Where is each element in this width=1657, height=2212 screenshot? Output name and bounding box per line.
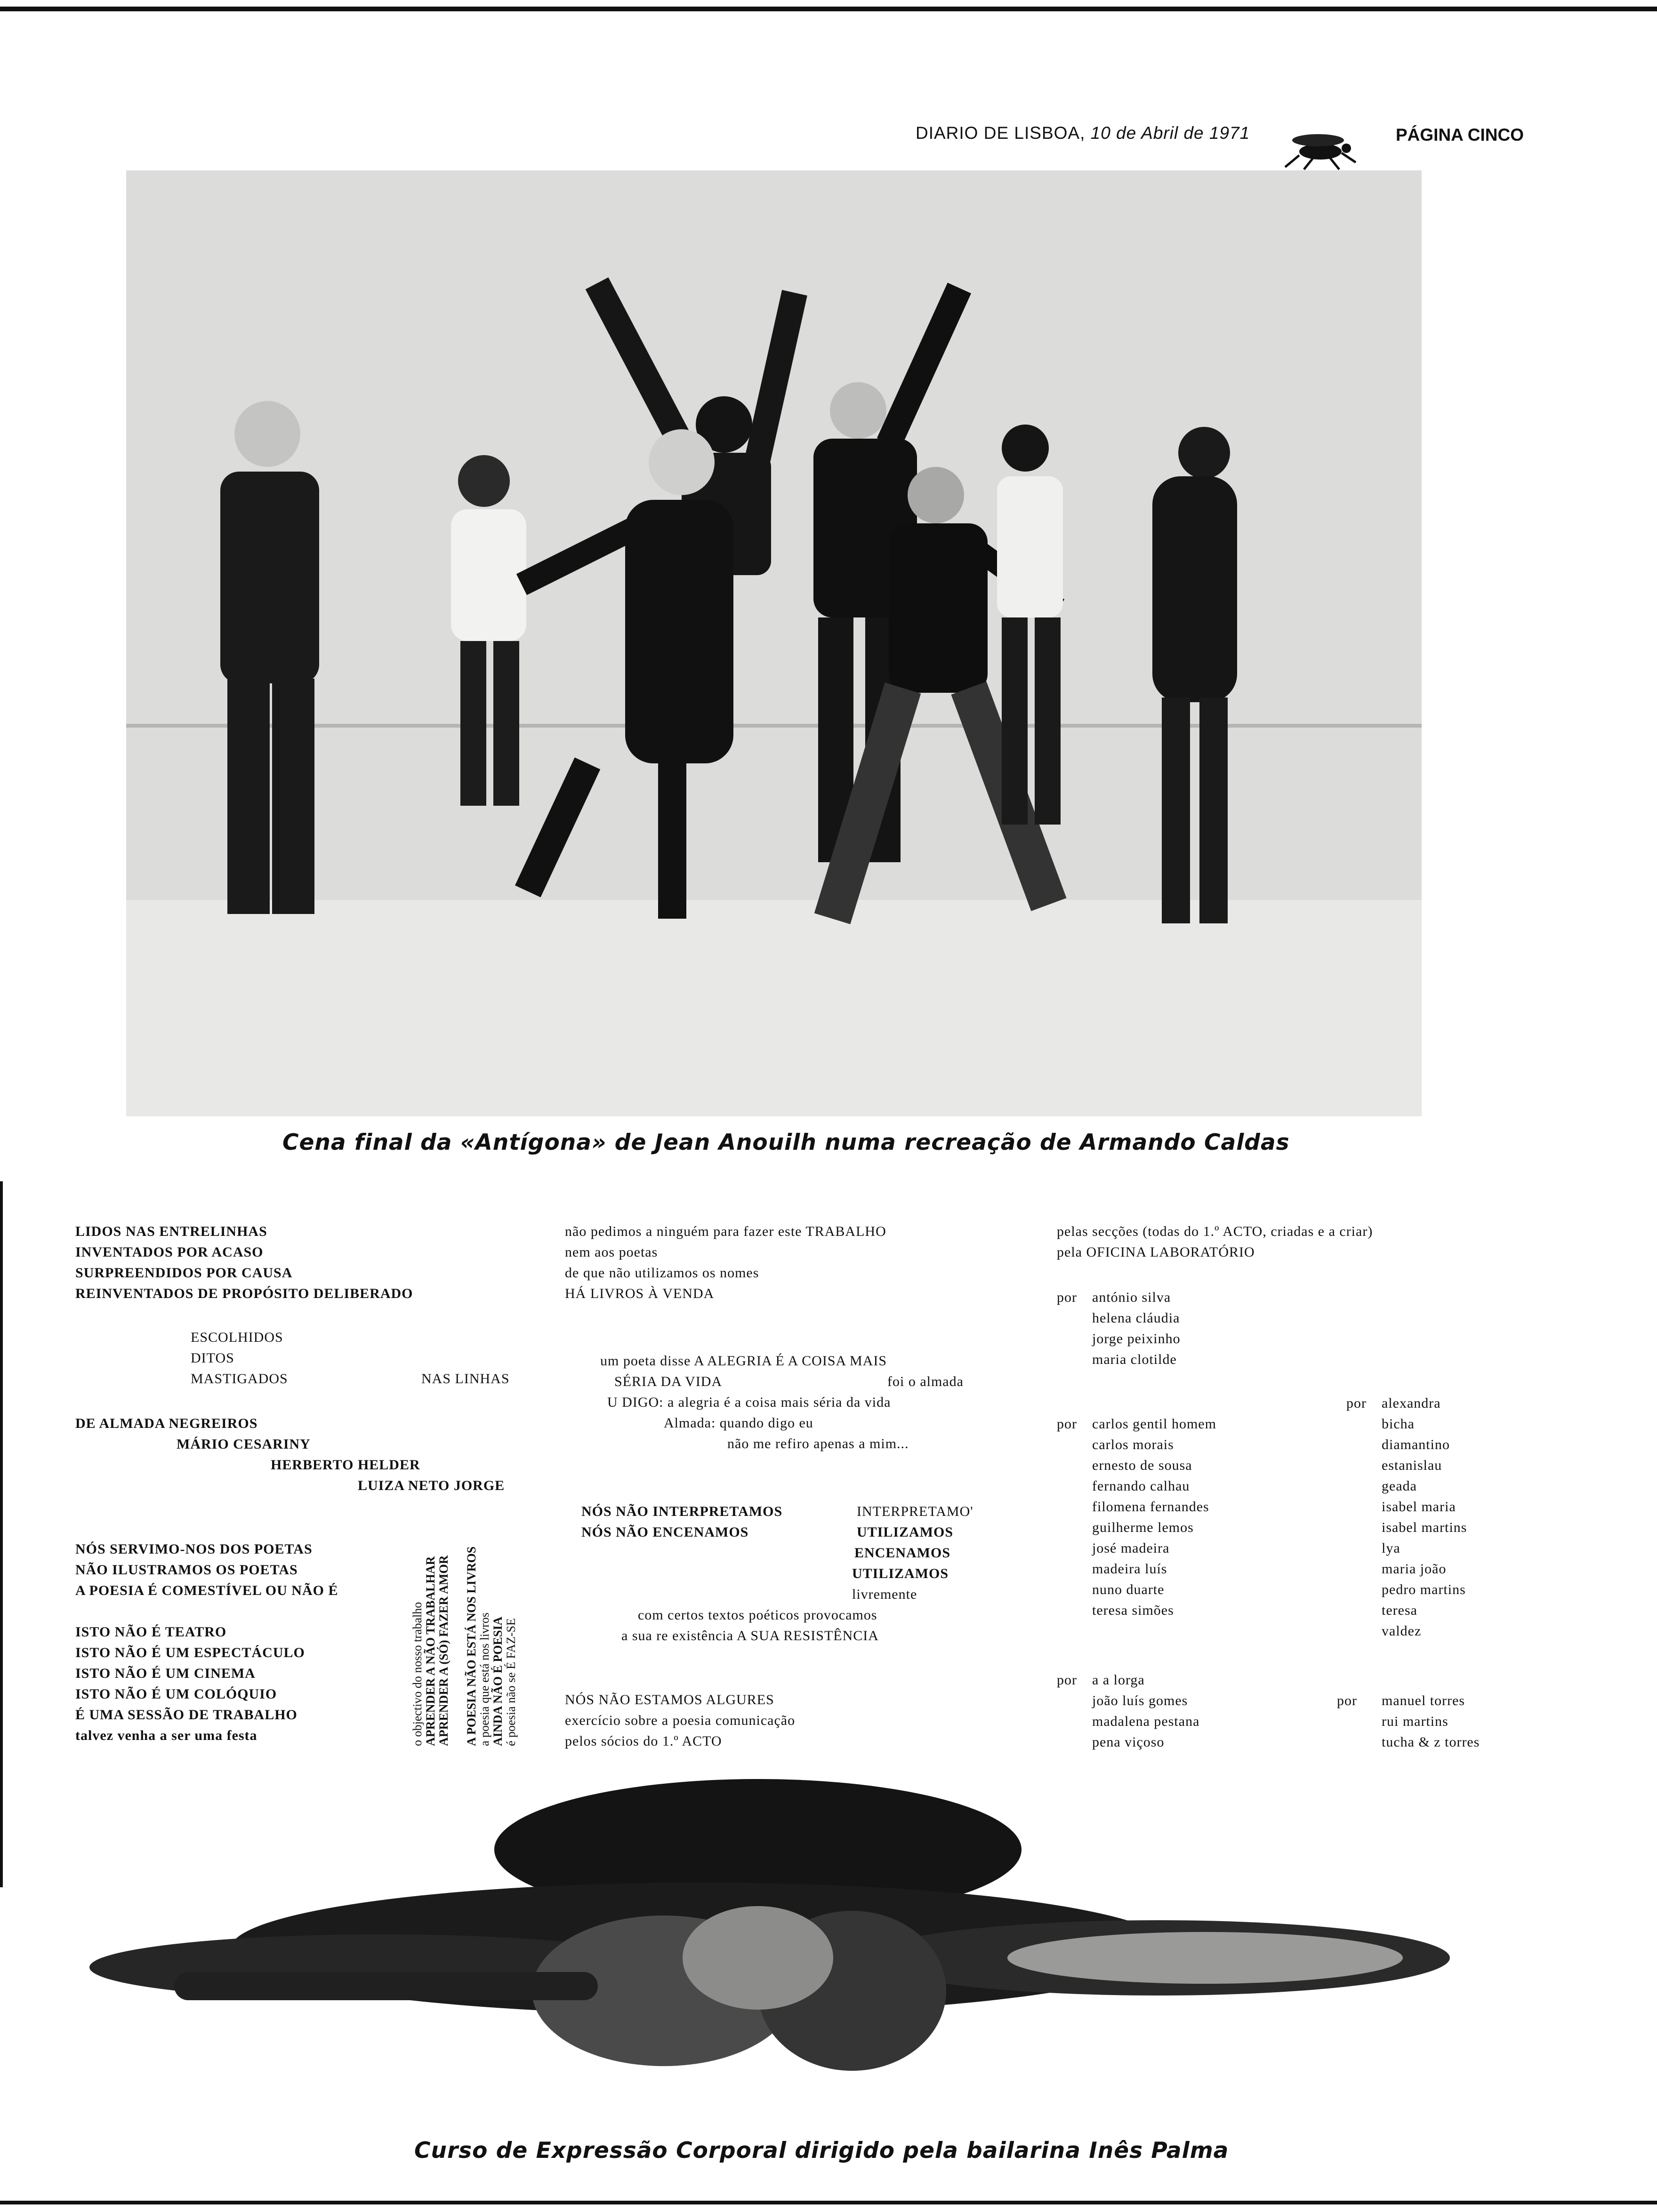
vertical-text-block [405, 1525, 527, 1746]
col2-line: livremente [852, 1587, 917, 1602]
member-name: diamantino [1382, 1437, 1450, 1452]
vertical-line: AINDA NÃO É POESIA [491, 1616, 505, 1746]
col2-line: Almada: quando digo eu [664, 1415, 813, 1431]
member-name: isabel maria [1382, 1499, 1456, 1515]
member-name: filomena fernandes [1092, 1499, 1209, 1515]
member-name: tucha & z torres [1382, 1734, 1480, 1750]
member-name: isabel martins [1382, 1520, 1467, 1535]
author-name: DE ALMADA NEGREIROS [75, 1416, 258, 1431]
member-name: maria clotilde [1092, 1352, 1177, 1367]
vertical-line: o objectivo do nosso trabalho [410, 1602, 424, 1746]
col2-line: NÓS NÃO ESTAMOS ALGURES [565, 1692, 774, 1707]
col2-line: ENCENAMOS [854, 1545, 951, 1561]
col2-line: a sua re existência A SUA RESISTÊNCIA [621, 1628, 879, 1643]
member-name: rui martins [1382, 1714, 1448, 1729]
col1-line: ISTO NÃO É UM ESPECTÁCULO [75, 1645, 305, 1660]
member-name: valdez [1382, 1623, 1422, 1639]
col1-line: ISTO NÃO É UM COLÓQUIO [75, 1686, 277, 1702]
expressao-corporal-photo [52, 1770, 1488, 2132]
col1-line: ISTO NÃO É UM CINEMA [75, 1666, 256, 1681]
member-name: maria joão [1382, 1561, 1447, 1577]
member-name: fernando calhau [1092, 1478, 1190, 1494]
newspaper-name: DIARIO DE LISBOA, [916, 123, 1086, 143]
vertical-line: A POESIA NÃO ESTÁ NOS LIVROS [465, 1546, 478, 1746]
page-number: PÁGINA CINCO [1396, 125, 1524, 144]
col2-line: com certos textos poéticos provocamos [638, 1607, 877, 1623]
author-name: LUIZA NETO JORGE [358, 1478, 505, 1493]
member-name: manuel torres [1382, 1693, 1465, 1708]
col1-line: INVENTADOS POR ACASO [75, 1244, 264, 1260]
col2-line: nem aos poetas [565, 1244, 658, 1260]
col2-line: não pedimos a ninguém para fazer este TRABALHO [565, 1224, 886, 1239]
vertical-line: APRENDER A (SÓ) FAZER AMOR [437, 1555, 450, 1746]
member-name: bicha [1382, 1416, 1415, 1432]
por-label: por [1057, 1416, 1077, 1432]
member-name: a a lorga [1092, 1672, 1145, 1688]
member-name: madeira luís [1092, 1561, 1167, 1577]
col2-line: não me refiro apenas a mim... [727, 1436, 909, 1451]
col2-line: pelos sócios do 1.º ACTO [565, 1733, 722, 1749]
member-name: estanislau [1382, 1458, 1442, 1473]
member-name: guilherme lemos [1092, 1520, 1194, 1535]
col2-line: U DIGO: a alegria é a coisa mais séria da vida [607, 1395, 891, 1410]
member-name: madalena pestana [1092, 1714, 1200, 1729]
col2-line: INTERPRETAMO' [857, 1504, 973, 1519]
bottom-rule [0, 2201, 1657, 2204]
col1-line: REINVENTADOS DE PROPÓSITO DELIBERADO [75, 1286, 413, 1301]
col2-line: UTILIZAMOS [852, 1566, 949, 1581]
member-name: nuno duarte [1092, 1582, 1165, 1597]
member-name: antónio silva [1092, 1290, 1171, 1305]
col2-line: SÉRIA DA VIDA [614, 1374, 723, 1389]
col1-line: NÃO ILUSTRAMOS OS POETAS [75, 1562, 298, 1578]
por-label: por [1057, 1672, 1077, 1688]
member-name: josé madeira [1092, 1540, 1170, 1556]
author-name: HERBERTO HELDER [271, 1457, 420, 1473]
bottom-photo-caption: Curso de Expressão Corporal dirigido pela bailarina Inês Palma [414, 2138, 1229, 2164]
member-name: teresa [1382, 1603, 1417, 1618]
col1-line: SURPREENDIDOS POR CAUSA [75, 1265, 293, 1281]
col2-line: NÓS NÃO INTERPRETAMOS [581, 1504, 783, 1519]
member-name: alexandra [1382, 1395, 1441, 1411]
col3-line: pelas secções (todas do 1.º ACTO, criadas e a criar) [1057, 1224, 1373, 1239]
col2-line: exercício sobre a poesia comunicação [565, 1713, 796, 1728]
por-label: por [1337, 1693, 1357, 1708]
col1-line: MASTIGADOS [191, 1371, 288, 1387]
col1-line: LIDOS NAS ENTRELINHAS [75, 1224, 267, 1239]
vertical-line: é poesia não se É FAZ-SE [504, 1618, 518, 1746]
antigona-photo [126, 170, 1422, 1116]
col1-line: talvez venha a ser uma festa [75, 1728, 257, 1743]
member-name: geada [1382, 1478, 1417, 1494]
member-name: lya [1382, 1540, 1400, 1556]
col2-line: um poeta disse A ALEGRIA É A COISA MAIS [600, 1353, 887, 1369]
fly-logo-icon [1276, 127, 1360, 172]
top-rule [0, 7, 1657, 11]
col1-line: NÓS SERVIMO-NOS DOS POETAS [75, 1541, 313, 1557]
por-label: por [1057, 1290, 1077, 1305]
member-name: helena cláudia [1092, 1310, 1180, 1326]
col1-line: ESCOLHIDOS [191, 1330, 283, 1345]
member-name: jorge peixinho [1092, 1331, 1181, 1346]
vertical-line: a poesia que está nos livros [478, 1612, 491, 1746]
col2-line: UTILIZAMOS [857, 1524, 954, 1540]
col3-line: pela OFICINA LABORATÓRIO [1057, 1244, 1255, 1260]
col2-line: NÓS NÃO ENCENAMOS [581, 1524, 749, 1540]
col2-line: HÁ LIVROS À VENDA [565, 1286, 715, 1301]
por-label: por [1346, 1395, 1367, 1411]
col1-line: DITOS [191, 1350, 234, 1366]
member-name: carlos morais [1092, 1437, 1174, 1452]
col1-line: É UMA SESSÃO DE TRABALHO [75, 1707, 298, 1723]
col2-line: foi o almada [887, 1374, 964, 1389]
left-margin-rule [0, 1181, 3, 1887]
issue-date: 10 de Abril de 1971 [1090, 123, 1250, 143]
member-name: joão luís gomes [1092, 1693, 1188, 1708]
nas-linhas: NAS LINHAS [421, 1371, 510, 1387]
member-name: pedro martins [1382, 1582, 1466, 1597]
col1-line: ISTO NÃO É TEATRO [75, 1624, 227, 1640]
member-name: teresa simões [1092, 1603, 1174, 1618]
member-name: carlos gentil homem [1092, 1416, 1216, 1432]
masthead [916, 123, 1250, 143]
author-name: MÁRIO CESARINY [177, 1436, 311, 1452]
vertical-line: APRENDER A NÃO TRABALHAR [424, 1556, 437, 1746]
col1-line: A POESIA É COMESTÍVEL OU NÃO É [75, 1583, 338, 1598]
member-name: pena viçoso [1092, 1734, 1165, 1750]
top-photo-caption: Cena final da «Antígona» de Jean Anouilh numa recreação de Armando Caldas [282, 1130, 1290, 1155]
member-name: ernesto de sousa [1092, 1458, 1192, 1473]
col2-line: de que não utilizamos os nomes [565, 1265, 759, 1281]
